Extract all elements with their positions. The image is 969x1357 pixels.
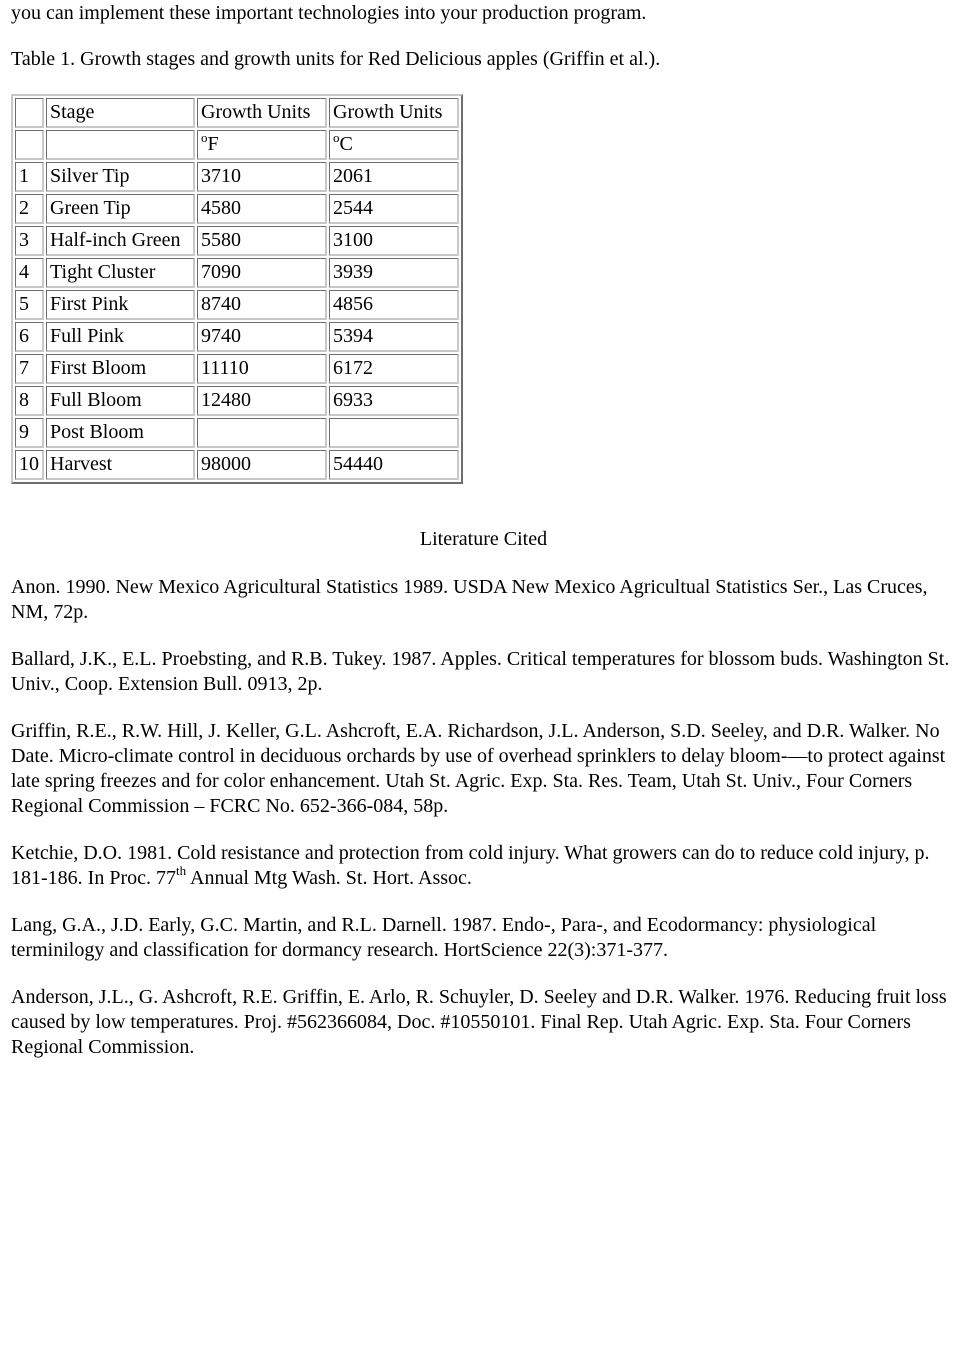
header-cell-stage: Stage [46, 98, 195, 128]
growth-units-c-cell: 6172 [329, 354, 459, 384]
unit-label-c: C [339, 133, 353, 155]
header-cell-growth-units-c: Growth Units [329, 98, 459, 128]
table-row [15, 194, 459, 224]
row-number-cell: 6 [15, 322, 44, 352]
stage-name-cell: First Pink [46, 290, 195, 320]
growth-units-f-cell: 9740 [197, 322, 327, 352]
header-cell-growth-units-f: Growth Units [197, 98, 327, 128]
row-number-cell: 10 [15, 450, 44, 480]
row-number-cell: 3 [15, 226, 44, 256]
growth-units-c-cell: 4856 [329, 290, 459, 320]
reference-entry: Griffin, R.E., R.W. Hill, J. Keller, G.L. Ashcroft, E.A. Richardson, J.L. Anderson, S.D. Seeley, and D.R. Walker. No Date. Micro-climate control in deciduous orchards by use of overhead sprinklers to delay bloom-—to protect against late spring freezes and for color enhancement. Utah St. Agric. Exp. Sta. Res. Team, Utah St. Univ., Four Corners Regional Commission – FCRC No. 652-366-084, 58p. [11, 720, 946, 817]
growth-units-f-cell [197, 418, 327, 448]
row-number-cell: 1 [15, 162, 44, 192]
growth-units-f-cell: 4580 [197, 194, 327, 224]
row-number-cell: 4 [15, 258, 44, 288]
growth-units-c-cell: 54440 [329, 450, 459, 480]
table-header-row [15, 98, 459, 128]
stage-name-cell: Green Tip [46, 194, 195, 224]
row-number-cell: 8 [15, 386, 44, 416]
table-row [15, 322, 459, 352]
table-caption: Table 1. Growth stages and growth units for Red Delicious apples (Griffin et al.). [11, 48, 661, 70]
growth-units-c-cell [329, 418, 459, 448]
stage-name-cell: Full Bloom [46, 386, 195, 416]
table-row [15, 386, 459, 416]
growth-units-f-cell: 11110 [197, 354, 327, 384]
stage-name-cell: Half-inch Green [46, 226, 195, 256]
stage-name-cell: First Bloom [46, 354, 195, 384]
units-cell-fahrenheit [197, 130, 327, 160]
growth-units-c-cell: 2544 [329, 194, 459, 224]
reference-entry: Anderson, J.L., G. Ashcroft, R.E. Griffin, E. Arlo, R. Schuyler, D. Seeley and D.R. Walker. 1976. Reducing fruit loss caused by low temperatures. Proj. #562366084, Doc. #10550101. Final Rep. Utah Agric. Exp. Sta. Four Corners Regional Commission. [11, 986, 947, 1058]
unit-label-f: F [207, 133, 219, 155]
reference-text-before: Ketchie, D.O. 1981. Cold resistance and protection from cold injury. What growers can do to reduce cold injury, p. 181-186. In Proc. 77 [11, 842, 930, 889]
degree-sup-c: o [333, 130, 340, 145]
growth-units-f-cell: 12480 [197, 386, 327, 416]
table-row [15, 290, 459, 320]
reference-text-after: Annual Mtg Wash. St. Hort. Assoc. [186, 867, 472, 889]
references-list [11, 575, 956, 1082]
row-number-cell: 2 [15, 194, 44, 224]
growth-units-c-cell: 3100 [329, 226, 459, 256]
units-cell-stage [46, 130, 195, 160]
growth-table-container [11, 94, 463, 484]
stage-name-cell: Post Bloom [46, 418, 195, 448]
stage-name-cell: Full Pink [46, 322, 195, 352]
reference-entry: Anon. 1990. New Mexico Agricultural Statistics 1989. USDA New Mexico Agricultual Statistics Ser., Las Cruces, NM, 72p. [11, 576, 928, 623]
table-row [15, 418, 459, 448]
stage-name-cell: Harvest [46, 450, 195, 480]
growth-units-c-cell: 6933 [329, 386, 459, 416]
reference-entry: Lang, G.A., J.D. Early, G.C. Martin, and R.L. Darnell. 1987. Endo-, Para-, and Ecodormancy: physiological terminilogy and classification for dormancy research. HortScience 22(3):371-377. [11, 914, 877, 961]
table-units-row [15, 130, 459, 160]
literature-cited-heading: Literature Cited [419, 528, 548, 550]
growth-units-f-cell: 7090 [197, 258, 327, 288]
table-row [15, 162, 459, 192]
header-cell-number [15, 98, 44, 128]
stage-name-cell: Silver Tip [46, 162, 195, 192]
reference-entry [11, 841, 956, 891]
units-cell-number [15, 130, 44, 160]
table-row [15, 226, 459, 256]
growth-units-c-cell: 3939 [329, 258, 459, 288]
table-row [15, 450, 459, 480]
reference-superscript: th [175, 863, 187, 878]
growth-stages-table [11, 94, 463, 484]
row-number-cell: 9 [15, 418, 44, 448]
growth-units-f-cell: 98000 [197, 450, 327, 480]
table-body [15, 162, 459, 480]
growth-units-c-cell: 2061 [329, 162, 459, 192]
row-number-cell: 5 [15, 290, 44, 320]
units-cell-celsius [329, 130, 459, 160]
table-row [15, 258, 459, 288]
growth-units-c-cell: 5394 [329, 322, 459, 352]
growth-units-f-cell: 5580 [197, 226, 327, 256]
table-row [15, 354, 459, 384]
stage-name-cell: Tight Cluster [46, 258, 195, 288]
row-number-cell: 7 [15, 354, 44, 384]
intro-paragraph: you can implement these important technologies into your production program. [11, 2, 647, 24]
degree-sup-f: o [201, 130, 208, 145]
reference-entry: Ballard, J.K., E.L. Proebsting, and R.B. Tukey. 1987. Apples. Critical temperatures for blossom buds. Washington St. Univ., Coop. Extension Bull. 0913, 2p. [11, 648, 950, 695]
growth-units-f-cell: 3710 [197, 162, 327, 192]
growth-units-f-cell: 8740 [197, 290, 327, 320]
